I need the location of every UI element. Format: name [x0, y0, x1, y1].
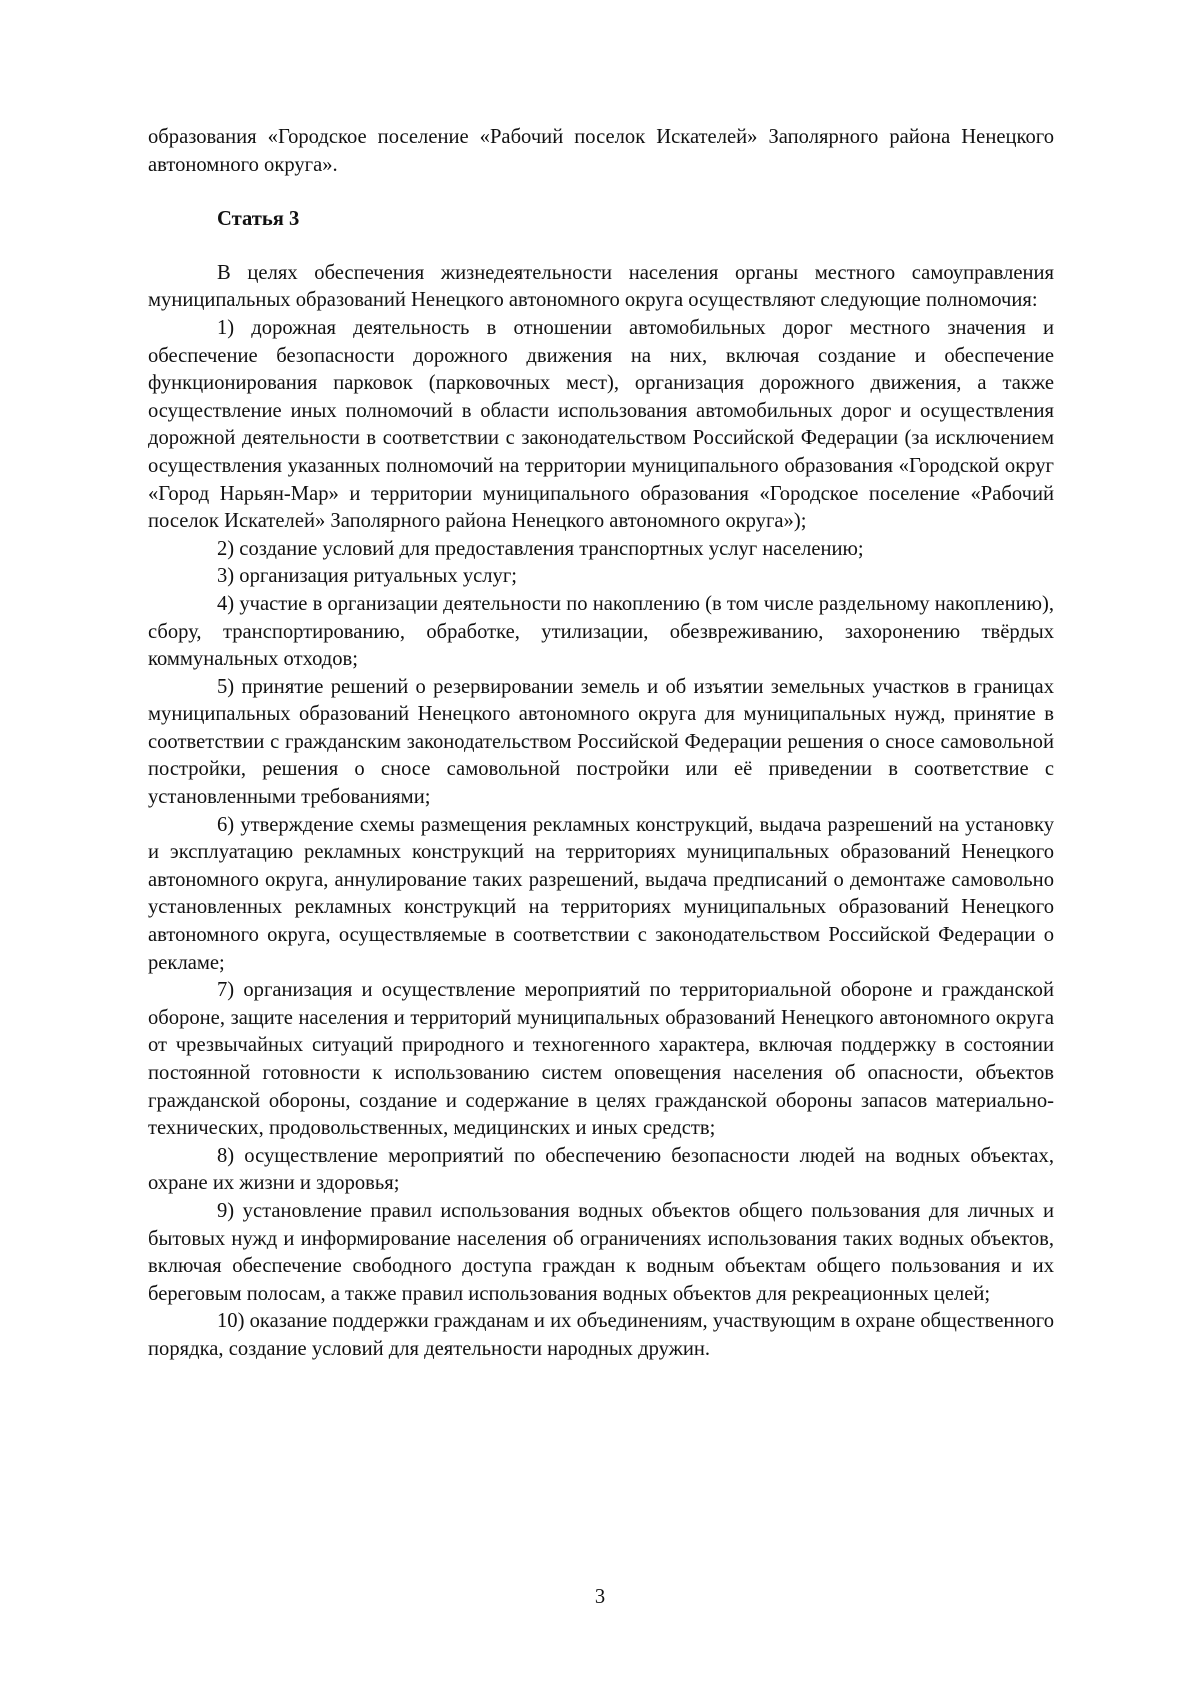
continuation-paragraph: образования «Городское поселение «Рабочий поселок Искателей» Заполярного района Ненецкого автономного округа». — [148, 126, 1054, 176]
list-item: 1) дорожная деятельность в отношении автомобильных дорог местного значения и обеспечение безопасности дорожного движения на них, включая создание и обеспечение функционирования парковок (парковочных мест), организация дорожного движения, а также осуществление иных полномочий в области использования автомобильных дорог и осуществления дорожной деятельности в соответствии с законодательством Российской Федерации (за исключением осуществления указанных полномочий на территории муниципального образования «Городской округ «Город Нарьян-Мар» и территории муниципального образования «Городское поселение «Рабочий поселок Искателей» Заполярного района Ненецкого автономного округа»); — [148, 316, 1054, 533]
intro-paragraph: В целях обеспечения жизнедеятельности населения органы местного самоуправления муниципальных образований Ненецкого автономного округа осуществляют следующие полномочия: — [148, 261, 1054, 312]
list-item: 7) организация и осуществление мероприятий по территориальной обороне и гражданской обороне, защите населения и территорий муниципальных образований Ненецкого автономного округа от чрезвычайных ситуаций природного и техногенного характера, включая поддержку в состоянии постоянной готовности к использованию систем оповещения населения об опасности, объектов гражданской обороны, создание и содержание в целях гражданской обороны запасов материально-технических, продовольственных, медицинских и иных средств; — [148, 979, 1054, 1140]
list-item: 3) организация ритуальных услуг; — [217, 565, 518, 588]
list-item: 10) оказание поддержки гражданам и их объединениям, участвующим в охране общественного порядка, создание условий для деятельности народных дружин. — [148, 1310, 1054, 1360]
list-item: 9) установление правил использования водных объектов общего пользования для личных и бытовых нужд и информирование населения об ограничениях использования таких водных объектов, включая обеспечение свободного доступа граждан к водным объектам общего пользования и их береговым полосам, а также правил использования водных объектов для рекреационных целей; — [148, 1199, 1054, 1305]
document-body — [148, 124, 1054, 1364]
list-item: 5) принятие решений о резервировании земель и об изъятии земельных участков в границах муниципальных образований Ненецкого автономного округа для муниципальных нужд, принятие в соответствии с гражданским законодательством Российской Федерации решения о сносе самовольной постройки, решения о сносе самовольной постройки или её приведении в соответствие с установленными требованиями; — [148, 675, 1054, 809]
list-item: 8) осуществление мероприятий по обеспечению безопасности людей на водных объектах, охране их жизни и здоровья; — [148, 1144, 1054, 1195]
article-heading: Статья 3 — [217, 208, 300, 231]
list-item: 4) участие в организации деятельности по накоплению (в том числе раздельному накоплению), сбору, транспортированию, обработке, утилизации, обезвреживанию, захоронению твёрдых коммунальных отходов; — [148, 592, 1054, 671]
page-number: 3 — [594, 1586, 606, 1608]
list-item: 6) утверждение схемы размещения рекламных конструкций, выдача разрешений на установку и эксплуатацию рекламных конструкций на территориях муниципальных образований Ненецкого автономного округа, аннулирование таких разрешений, выдача предписаний о демонтаже самовольно установленных рекламных конструкций на территориях муниципальных образований Ненецкого автономного округа, осуществляемые в соответствии с законодательством Российской Федерации о рекламе; — [148, 813, 1054, 974]
list-item: 2) создание условий для предоставления транспортных услуг населению; — [217, 537, 864, 560]
